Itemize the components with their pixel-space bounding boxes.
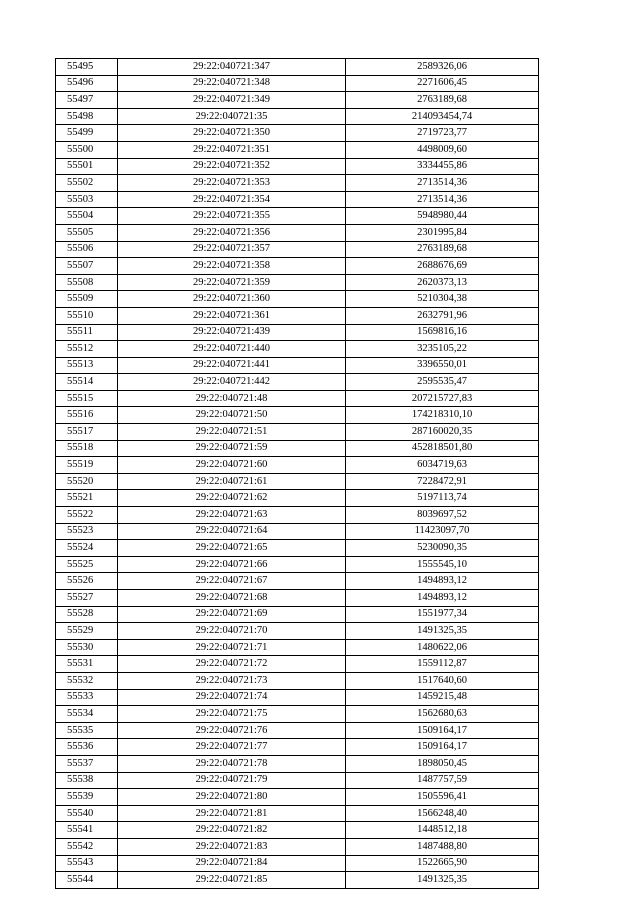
- table-row: [56, 374, 539, 391]
- row-number-cell: 55528: [56, 606, 118, 623]
- table-row: [56, 540, 539, 557]
- row-number-cell: 55533: [56, 689, 118, 706]
- row-number-cell: 55516: [56, 407, 118, 424]
- table-row: [56, 390, 539, 407]
- table-row: [56, 739, 539, 756]
- row-number-cell: 55502: [56, 175, 118, 192]
- cadastral-number-cell: 29:22:040721:48: [118, 390, 346, 407]
- table-row: [56, 59, 539, 76]
- cadastral-number-cell: 29:22:040721:355: [118, 208, 346, 225]
- value-cell: 2632791,96: [346, 307, 539, 324]
- table-row: [56, 141, 539, 158]
- data-table: [55, 58, 539, 889]
- table-row: [56, 457, 539, 474]
- value-cell: 8039697,52: [346, 507, 539, 524]
- row-number-cell: 55505: [56, 224, 118, 241]
- row-number-cell: 55523: [56, 523, 118, 540]
- value-cell: 2620373,13: [346, 274, 539, 291]
- row-number-cell: 55535: [56, 722, 118, 739]
- cadastral-number-cell: 29:22:040721:359: [118, 274, 346, 291]
- value-cell: 5948980,44: [346, 208, 539, 225]
- cadastral-number-cell: 29:22:040721:441: [118, 357, 346, 374]
- row-number-cell: 55540: [56, 805, 118, 822]
- cadastral-number-cell: 29:22:040721:442: [118, 374, 346, 391]
- value-cell: 452818501,80: [346, 440, 539, 457]
- table-row: [56, 822, 539, 839]
- value-cell: 1522665,90: [346, 855, 539, 872]
- table-row: [56, 755, 539, 772]
- table-row: [56, 274, 539, 291]
- value-cell: 1505596,41: [346, 789, 539, 806]
- table-row: [56, 191, 539, 208]
- row-number-cell: 55518: [56, 440, 118, 457]
- row-number-cell: 55499: [56, 125, 118, 142]
- table-row: [56, 258, 539, 275]
- cadastral-number-cell: 29:22:040721:62: [118, 490, 346, 507]
- row-number-cell: 55512: [56, 341, 118, 358]
- row-number-cell: 55522: [56, 507, 118, 524]
- cadastral-number-cell: 29:22:040721:76: [118, 722, 346, 739]
- value-cell: 287160020,35: [346, 424, 539, 441]
- row-number-cell: 55538: [56, 772, 118, 789]
- value-cell: 1459215,48: [346, 689, 539, 706]
- cadastral-number-cell: 29:22:040721:69: [118, 606, 346, 623]
- row-number-cell: 55514: [56, 374, 118, 391]
- value-cell: 174218310,10: [346, 407, 539, 424]
- value-cell: 207215727,83: [346, 390, 539, 407]
- row-number-cell: 55509: [56, 291, 118, 308]
- value-cell: 1569816,16: [346, 324, 539, 341]
- table-row: [56, 92, 539, 109]
- table-row: [56, 556, 539, 573]
- value-cell: 1480622,06: [346, 639, 539, 656]
- cadastral-number-cell: 29:22:040721:51: [118, 424, 346, 441]
- row-number-cell: 55520: [56, 473, 118, 490]
- table-row: [56, 175, 539, 192]
- cadastral-number-cell: 29:22:040721:354: [118, 191, 346, 208]
- row-number-cell: 55542: [56, 838, 118, 855]
- cadastral-number-cell: 29:22:040721:352: [118, 158, 346, 175]
- row-number-cell: 55508: [56, 274, 118, 291]
- value-cell: 2713514,36: [346, 175, 539, 192]
- table-row: [56, 722, 539, 739]
- table-row: [56, 872, 539, 889]
- row-number-cell: 55517: [56, 424, 118, 441]
- cadastral-number-cell: 29:22:040721:50: [118, 407, 346, 424]
- row-number-cell: 55503: [56, 191, 118, 208]
- row-number-cell: 55537: [56, 755, 118, 772]
- value-cell: 3396550,01: [346, 357, 539, 374]
- value-cell: 6034719,63: [346, 457, 539, 474]
- value-cell: 1898050,45: [346, 755, 539, 772]
- cadastral-number-cell: 29:22:040721:68: [118, 590, 346, 607]
- table-row: [56, 324, 539, 341]
- table-row: [56, 623, 539, 640]
- table-body: [56, 59, 539, 889]
- row-number-cell: 55526: [56, 573, 118, 590]
- value-cell: 2719723,77: [346, 125, 539, 142]
- row-number-cell: 55521: [56, 490, 118, 507]
- table-row: [56, 307, 539, 324]
- value-cell: 1559112,87: [346, 656, 539, 673]
- value-cell: 1487757,59: [346, 772, 539, 789]
- cadastral-number-cell: 29:22:040721:64: [118, 523, 346, 540]
- row-number-cell: 55534: [56, 706, 118, 723]
- cadastral-number-cell: 29:22:040721:82: [118, 822, 346, 839]
- cadastral-number-cell: 29:22:040721:77: [118, 739, 346, 756]
- cadastral-number-cell: 29:22:040721:79: [118, 772, 346, 789]
- value-cell: 5197113,74: [346, 490, 539, 507]
- row-number-cell: 55539: [56, 789, 118, 806]
- table-row: [56, 590, 539, 607]
- table-row: [56, 125, 539, 142]
- value-cell: 1562680,63: [346, 706, 539, 723]
- value-cell: 2301995,84: [346, 224, 539, 241]
- cadastral-number-cell: 29:22:040721:350: [118, 125, 346, 142]
- cadastral-number-cell: 29:22:040721:349: [118, 92, 346, 109]
- table-row: [56, 772, 539, 789]
- cadastral-number-cell: 29:22:040721:83: [118, 838, 346, 855]
- value-cell: 214093454,74: [346, 108, 539, 125]
- row-number-cell: 55519: [56, 457, 118, 474]
- value-cell: 1448512,18: [346, 822, 539, 839]
- cadastral-number-cell: 29:22:040721:356: [118, 224, 346, 241]
- cadastral-number-cell: 29:22:040721:85: [118, 872, 346, 889]
- table-row: [56, 855, 539, 872]
- row-number-cell: 55511: [56, 324, 118, 341]
- row-number-cell: 55531: [56, 656, 118, 673]
- cadastral-number-cell: 29:22:040721:357: [118, 241, 346, 258]
- value-cell: 1517640,60: [346, 672, 539, 689]
- table-row: [56, 507, 539, 524]
- value-cell: 1509164,17: [346, 739, 539, 756]
- row-number-cell: 55507: [56, 258, 118, 275]
- table-row: [56, 424, 539, 441]
- table-row: [56, 341, 539, 358]
- value-cell: 2713514,36: [346, 191, 539, 208]
- cadastral-number-cell: 29:22:040721:353: [118, 175, 346, 192]
- value-cell: 3334455,86: [346, 158, 539, 175]
- row-number-cell: 55525: [56, 556, 118, 573]
- cadastral-number-cell: 29:22:040721:70: [118, 623, 346, 640]
- table-row: [56, 656, 539, 673]
- cadastral-number-cell: 29:22:040721:72: [118, 656, 346, 673]
- row-number-cell: 55506: [56, 241, 118, 258]
- table-row: [56, 241, 539, 258]
- row-number-cell: 55496: [56, 75, 118, 92]
- table-row: [56, 357, 539, 374]
- row-number-cell: 55536: [56, 739, 118, 756]
- cadastral-number-cell: 29:22:040721:74: [118, 689, 346, 706]
- row-number-cell: 55529: [56, 623, 118, 640]
- value-cell: 5230090,35: [346, 540, 539, 557]
- value-cell: 3235105,22: [346, 341, 539, 358]
- cadastral-number-cell: 29:22:040721:351: [118, 141, 346, 158]
- value-cell: 5210304,38: [346, 291, 539, 308]
- table-row: [56, 805, 539, 822]
- value-cell: 2688676,69: [346, 258, 539, 275]
- cadastral-number-cell: 29:22:040721:78: [118, 755, 346, 772]
- row-number-cell: 55524: [56, 540, 118, 557]
- cadastral-number-cell: 29:22:040721:35: [118, 108, 346, 125]
- table-row: [56, 672, 539, 689]
- cadastral-number-cell: 29:22:040721:63: [118, 507, 346, 524]
- cadastral-number-cell: 29:22:040721:59: [118, 440, 346, 457]
- cadastral-number-cell: 29:22:040721:75: [118, 706, 346, 723]
- table-row: [56, 606, 539, 623]
- value-cell: 1491325,35: [346, 623, 539, 640]
- row-number-cell: 55513: [56, 357, 118, 374]
- cadastral-number-cell: 29:22:040721:80: [118, 789, 346, 806]
- table-row: [56, 158, 539, 175]
- value-cell: 1491325,35: [346, 872, 539, 889]
- cadastral-number-cell: 29:22:040721:61: [118, 473, 346, 490]
- row-number-cell: 55501: [56, 158, 118, 175]
- cadastral-number-cell: 29:22:040721:360: [118, 291, 346, 308]
- table-row: [56, 75, 539, 92]
- value-cell: 1494893,12: [346, 573, 539, 590]
- value-cell: 11423097,70: [346, 523, 539, 540]
- value-cell: 2763189,68: [346, 92, 539, 109]
- table-row: [56, 639, 539, 656]
- value-cell: 4498009,60: [346, 141, 539, 158]
- table-row: [56, 224, 539, 241]
- row-number-cell: 55515: [56, 390, 118, 407]
- row-number-cell: 55500: [56, 141, 118, 158]
- table-row: [56, 689, 539, 706]
- row-number-cell: 55543: [56, 855, 118, 872]
- cadastral-number-cell: 29:22:040721:348: [118, 75, 346, 92]
- cadastral-number-cell: 29:22:040721:60: [118, 457, 346, 474]
- row-number-cell: 55498: [56, 108, 118, 125]
- table-row: [56, 291, 539, 308]
- table-row: [56, 407, 539, 424]
- row-number-cell: 55544: [56, 872, 118, 889]
- cadastral-number-cell: 29:22:040721:73: [118, 672, 346, 689]
- row-number-cell: 55497: [56, 92, 118, 109]
- cadastral-number-cell: 29:22:040721:358: [118, 258, 346, 275]
- row-number-cell: 55495: [56, 59, 118, 76]
- table-row: [56, 490, 539, 507]
- value-cell: 2271606,45: [346, 75, 539, 92]
- row-number-cell: 55527: [56, 590, 118, 607]
- cadastral-number-cell: 29:22:040721:439: [118, 324, 346, 341]
- value-cell: 1551977,34: [346, 606, 539, 623]
- table-row: [56, 838, 539, 855]
- table-row: [56, 573, 539, 590]
- row-number-cell: 55530: [56, 639, 118, 656]
- cadastral-number-cell: 29:22:040721:347: [118, 59, 346, 76]
- table-row: [56, 523, 539, 540]
- table-row: [56, 208, 539, 225]
- cadastral-number-cell: 29:22:040721:65: [118, 540, 346, 557]
- cadastral-number-cell: 29:22:040721:81: [118, 805, 346, 822]
- table-row: [56, 706, 539, 723]
- value-cell: 1494893,12: [346, 590, 539, 607]
- value-cell: 1566248,40: [346, 805, 539, 822]
- row-number-cell: 55532: [56, 672, 118, 689]
- cadastral-number-cell: 29:22:040721:84: [118, 855, 346, 872]
- value-cell: 1509164,17: [346, 722, 539, 739]
- value-cell: 1487488,80: [346, 838, 539, 855]
- table-row: [56, 789, 539, 806]
- value-cell: 2589326,06: [346, 59, 539, 76]
- cadastral-number-cell: 29:22:040721:361: [118, 307, 346, 324]
- cadastral-number-cell: 29:22:040721:440: [118, 341, 346, 358]
- table-row: [56, 108, 539, 125]
- row-number-cell: 55541: [56, 822, 118, 839]
- row-number-cell: 55504: [56, 208, 118, 225]
- value-cell: 7228472,91: [346, 473, 539, 490]
- cadastral-number-cell: 29:22:040721:71: [118, 639, 346, 656]
- table-row: [56, 440, 539, 457]
- row-number-cell: 55510: [56, 307, 118, 324]
- value-cell: 1555545,10: [346, 556, 539, 573]
- cadastral-number-cell: 29:22:040721:67: [118, 573, 346, 590]
- value-cell: 2595535,47: [346, 374, 539, 391]
- table-row: [56, 473, 539, 490]
- cadastral-number-cell: 29:22:040721:66: [118, 556, 346, 573]
- value-cell: 2763189,68: [346, 241, 539, 258]
